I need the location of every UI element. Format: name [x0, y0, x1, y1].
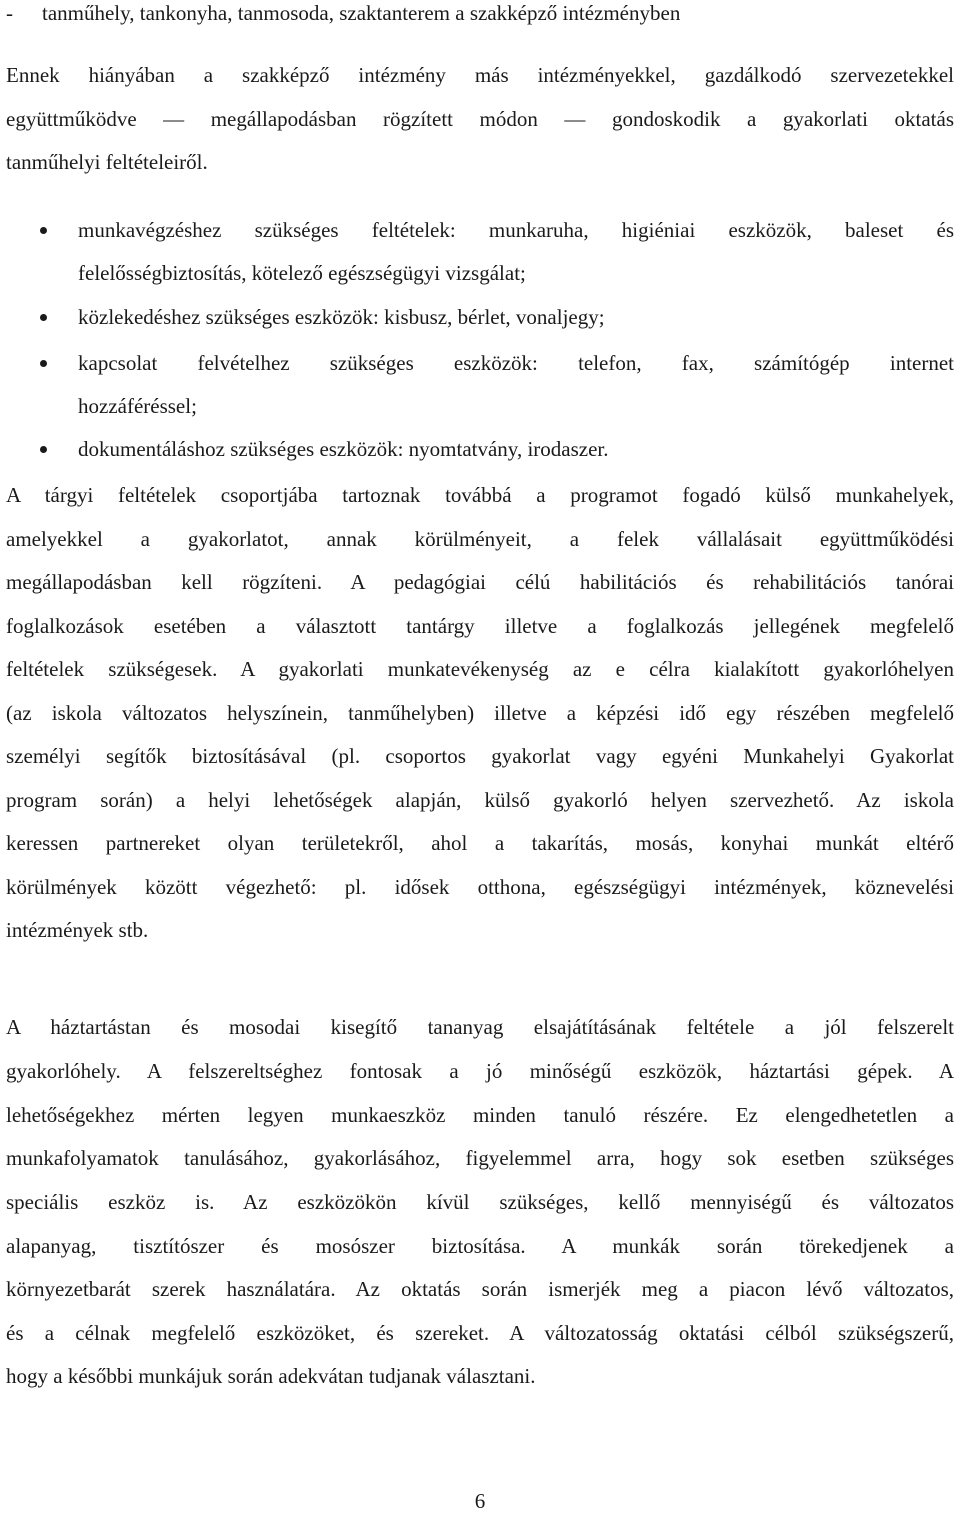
paragraph-line: tanműhelyi feltételeiről.	[6, 150, 208, 174]
dash-marker: -	[6, 1, 13, 25]
paragraph-line: lehetőségekhez mérten legyen munkaeszköz minden tanuló részére. Ez elengedhetetlen a	[6, 1103, 954, 1127]
paragraph-line: Ennek hiányában a szakképző intézmény más intézményekkel, gazdálkodó szervezetekkel	[6, 63, 954, 87]
bullet-line: munkavégzéshez szükséges feltételek: munkaruha, higiéniai eszközök, baleset és	[78, 218, 954, 242]
paragraph-line: hogy a későbbi munkájuk során adekvátan tudjanak választani.	[6, 1364, 536, 1388]
bullet-line: kapcsolat felvételhez szükséges eszközök: telefon, fax, számítógép internet	[78, 351, 954, 375]
paragraph-line: foglalkozások esetében a választott tantárgy illetve a foglalkozás jellegének megfelelő	[6, 614, 954, 638]
bullet-icon	[40, 314, 47, 321]
paragraph-line: A háztartástan és mosodai kisegítő tananyag elsajátításának feltétele a jól felszerelt	[6, 1015, 954, 1039]
paragraph-line: (az iskola változatos helyszínein, tanműhelyben) illetve a képzési idő egy részében megfelelő	[6, 701, 954, 725]
bullet-icon	[40, 360, 47, 367]
paragraph-line: program során) a helyi lehetőségek alapján, külső gyakorló helyen szervezhető. Az iskola	[6, 788, 954, 812]
paragraph-line: környezetbarát szerek használatára. Az oktatás során ismerjék meg a piacon lévő változatos,	[6, 1277, 954, 1301]
paragraph-line: alapanyag, tisztítószer és mosószer biztosítása. A munkák során törekedjenek a	[6, 1234, 954, 1258]
paragraph-line: keressen partnereket olyan területekről, ahol a takarítás, mosás, konyhai munkát eltérő	[6, 831, 954, 855]
bullet-icon	[40, 227, 47, 234]
paragraph-line: körülmények között végezhető: pl. idősek otthona, egészségügyi intézmények, köznevelési	[6, 875, 954, 899]
bullet-line: dokumentáláshoz szükséges eszközök: nyomtatvány, irodaszer.	[78, 437, 609, 461]
dash-list-item-text: tanműhely, tankonyha, tanmosoda, szaktanterem a szakképző intézményben	[42, 1, 681, 25]
paragraph-line: amelyekkel a gyakorlatot, annak körülményeit, a felek vállalásait együttműködési	[6, 527, 954, 551]
paragraph-line: személyi segítők biztosításával (pl. csoportos gyakorlat vagy egyéni Munkahelyi Gyakorlat	[6, 744, 954, 768]
paragraph-line: munkafolyamatok tanulásához, gyakorlásához, figyelemmel arra, hogy sok esetben szükséges	[6, 1146, 954, 1170]
bullet-line: felelősségbiztosítás, kötelező egészségügyi vizsgálat;	[78, 261, 526, 285]
paragraph-line: gyakorlóhely. A felszereltséghez fontosak a jó minőségű eszközök, háztartási gépek. A	[6, 1059, 954, 1083]
paragraph-line: megállapodásban kell rögzíteni. A pedagógiai célú habilitációs és rehabilitációs tanórai	[6, 570, 954, 594]
paragraph-line: speciális eszköz is. Az eszközökön kívül szükséges, kellő mennyiségű és változatos	[6, 1190, 954, 1214]
paragraph-line: A tárgyi feltételek csoportjába tartoznak továbbá a programot fogadó külső munkahelyek,	[6, 483, 954, 507]
bullet-line: hozzáféréssel;	[78, 394, 197, 418]
paragraph-line: feltételek szükségesek. A gyakorlati munkatevékenység az e célra kialakított gyakorlóhelyen	[6, 657, 954, 681]
paragraph-line: intézmények stb.	[6, 918, 149, 942]
bullet-line: közlekedéshez szükséges eszközök: kisbusz, bérlet, vonaljegy;	[78, 305, 605, 329]
page-number: 6	[474, 1489, 486, 1513]
paragraph-line: és a célnak megfelelő eszközöket, és szereket. A változatosság oktatási célból szükségszerű,	[6, 1321, 954, 1345]
paragraph-line: együttműködve — megállapodásban rögzített módon — gondoskodik a gyakorlati oktatás	[6, 107, 954, 131]
bullet-icon	[40, 446, 47, 453]
dash-list-item	[6, 0, 680, 26]
